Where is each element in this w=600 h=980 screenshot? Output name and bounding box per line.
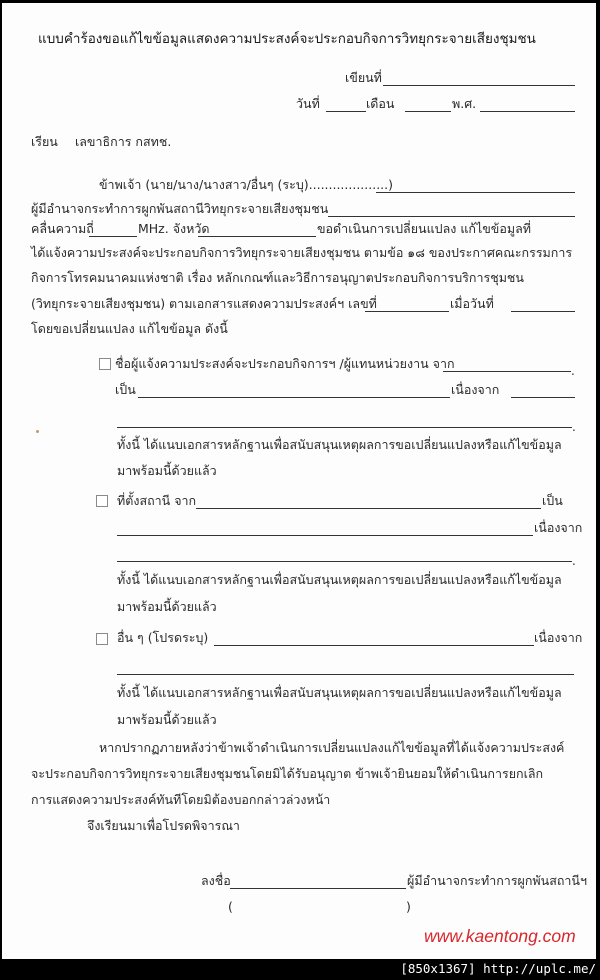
period-mark: . bbox=[572, 554, 576, 568]
declaration-line-1: หากปรากฏภายหลังว่าข้าพเจ้าดำเนินการเปลี่ยนแปลงแก้ไขข้อมูลที่ได้แจ้งความประสงค์ bbox=[99, 740, 565, 755]
option-1-checkbox[interactable] bbox=[99, 358, 111, 370]
option-3-note-cont: มาพร้อมนี้ด้วยแล้ว bbox=[117, 712, 217, 727]
option-2-because-label: เนื่องจาก bbox=[534, 520, 583, 535]
option-3-note: ทั้งนี้ ได้แนบเอกสารหลักฐานเพื่อสนับสนุนเหตุผลการขอเปลี่ยนแปลงหรือแก้ไขข้อมูล bbox=[117, 685, 562, 700]
written-at-label: เขียนที่ bbox=[345, 70, 382, 85]
option-3-checkbox[interactable] bbox=[96, 633, 108, 645]
station-name-field[interactable] bbox=[328, 216, 575, 217]
salutation-recipient: เลขาธิการ กสทช. bbox=[75, 134, 172, 149]
province-label: MHz. จังหวัด bbox=[138, 221, 210, 236]
province-field[interactable] bbox=[198, 236, 316, 237]
option-1-note: ทั้งนี้ ได้แนบเอกสารหลักฐานเพื่อสนับสนุนเหตุผลการขอเปลี่ยนแปลงหรือแก้ไขข้อมูล bbox=[117, 437, 562, 452]
printed-name-close-paren: ) bbox=[406, 899, 411, 914]
document-number-label: (วิทยุกระจายเสียงชุมชน) ตามเอกสารแสดงความประสงค์ฯ เลขที่ bbox=[31, 296, 377, 311]
option-1-label: ชื่อผู้แจ้งความประสงค์จะประกอบกิจการฯ /ผู้แทนหน่วยงาน จาก bbox=[115, 356, 455, 371]
date-month-field[interactable] bbox=[405, 111, 451, 112]
option-1-reason-field[interactable] bbox=[117, 427, 572, 428]
period-mark: . bbox=[571, 364, 575, 378]
written-at-field[interactable] bbox=[383, 85, 575, 86]
option-2-to-field[interactable] bbox=[117, 535, 533, 536]
declaration-line-3: การแสดงความประสงค์ทันทีโดยมิต้องบอกกล่าวล่วงหน้า bbox=[31, 792, 331, 807]
option-1-because-field[interactable] bbox=[511, 397, 575, 398]
signature-field[interactable] bbox=[230, 888, 406, 889]
site-watermark: www.kaentong.com bbox=[424, 926, 576, 946]
month-label: เดือน bbox=[366, 96, 395, 111]
period-mark: . bbox=[572, 420, 576, 434]
body-text-line-5: กิจการโทรคมนาคมแห่งชาติ เรื่อง หลักเกณฑ์และวิธีการอนุญาตประกอบกิจการบริการชุมชน bbox=[31, 270, 524, 285]
option-1-to-label: เป็น bbox=[115, 382, 136, 397]
closing-text: จึงเรียนมาเพื่อโปรดพิจารณา bbox=[87, 818, 240, 833]
frequency-label: คลื่นความถี่ bbox=[31, 221, 94, 236]
option-3-reason-field[interactable] bbox=[117, 674, 574, 675]
option-2-label: ที่ตั้งสถานี จาก bbox=[117, 493, 197, 508]
image-host-footer bbox=[0, 959, 600, 980]
option-2-note: ทั้งนี้ ได้แนบเอกสารหลักฐานเพื่อสนับสนุนเหตุผลการขอเปลี่ยนแปลงหรือแก้ไขข้อมูล bbox=[117, 572, 562, 587]
year-label: พ.ศ. bbox=[452, 96, 477, 111]
option-3-because-label: เนื่องจาก bbox=[534, 630, 583, 645]
request-change-text: ขอดำเนินการเปลี่ยนแปลง แก้ไขข้อมูลที่ bbox=[317, 221, 531, 236]
authorized-person-label: ผู้มีอำนาจกระทำการผูกพันสถานีวิทยุกระจายเสียงชุมชน bbox=[31, 201, 329, 216]
option-2-checkbox[interactable] bbox=[96, 495, 108, 507]
printed-name-open-paren: ( bbox=[228, 899, 233, 914]
option-1-note-cont: มาพร้อมนี้ด้วยแล้ว bbox=[117, 463, 217, 478]
option-1-to-field[interactable] bbox=[138, 397, 450, 398]
salutation-label: เรียน bbox=[31, 134, 58, 149]
applicant-name-label: ข้าพเจ้า (นาย/นาง/นางสาว/อื่นๆ (ระบุ)....................) bbox=[99, 177, 393, 192]
option-2-from-field[interactable] bbox=[196, 508, 541, 509]
image-host-label: [850x1367] http://uplc.me/ bbox=[400, 961, 596, 976]
option-2-note-cont: มาพร้อมนี้ด้วยแล้ว bbox=[117, 599, 217, 614]
body-text-line-4: ได้แจ้งความประสงค์จะประกอบกิจการวิทยุกระจายเสียงชุมชน ตามข้อ ๑๘ ของประกาศคณะกรรมการ bbox=[31, 245, 573, 260]
document-date-field[interactable] bbox=[511, 311, 575, 312]
document-date-label: เมื่อวันที่ bbox=[450, 296, 494, 311]
declaration-line-2: จะประกอบกิจการวิทยุกระจายเสียงชุมชนโดยมิได้รับอนุญาต ข้าพเจ้ายินยอมให้ดำเนินการยกเลิก bbox=[31, 766, 544, 781]
scan-speck bbox=[36, 430, 39, 433]
signatory-role: ผู้มีอำนาจกระทำการผูกพันสถานีฯ bbox=[407, 873, 587, 888]
body-text-line-7: โดยขอเปลี่ยนแปลง แก้ไขข้อมูล ดังนี้ bbox=[31, 321, 228, 336]
option-3-label: อื่น ๆ (โปรดระบุ) bbox=[117, 630, 209, 645]
option-2-to-label: เป็น bbox=[542, 493, 563, 508]
applicant-name-field[interactable] bbox=[376, 192, 575, 193]
document-number-field[interactable] bbox=[365, 311, 449, 312]
signature-label: ลงชื่อ bbox=[201, 873, 231, 888]
option-2-reason-field[interactable] bbox=[117, 561, 572, 562]
date-label: วันที่ bbox=[296, 96, 320, 111]
date-year-field[interactable] bbox=[480, 111, 575, 112]
date-day-field[interactable] bbox=[326, 111, 366, 112]
option-1-because-label: เนื่องจาก bbox=[451, 382, 500, 397]
option-3-specify-field[interactable] bbox=[214, 645, 534, 646]
form-title: แบบคำร้องขอแก้ไขข้อมูลแสดงความประสงค์จะประกอบกิจการวิทยุกระจายเสียงชุมชน bbox=[38, 31, 536, 47]
form-page bbox=[2, 3, 596, 959]
frequency-field[interactable] bbox=[89, 236, 137, 237]
option-1-from-field[interactable] bbox=[443, 371, 571, 372]
